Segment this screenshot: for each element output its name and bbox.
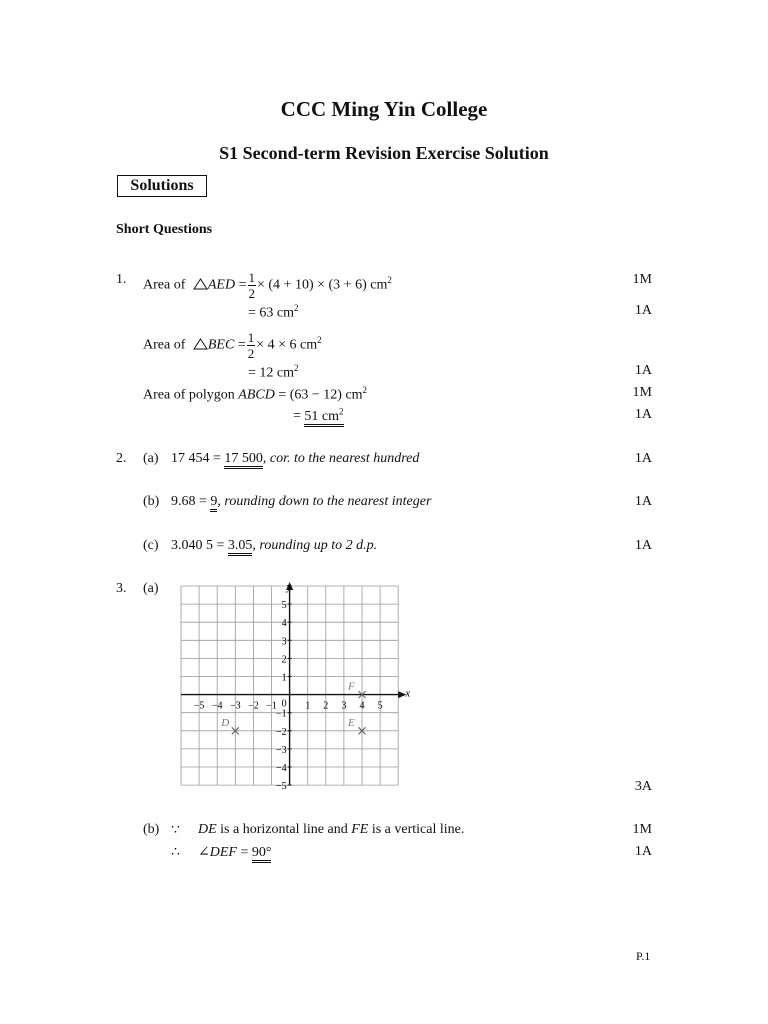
y-tick-label: 3	[281, 636, 287, 648]
x-tick-label: −4	[211, 700, 223, 712]
x-tick-label: 5	[377, 700, 383, 712]
point-label-D: D	[221, 716, 230, 729]
x-tick-label: 3	[341, 700, 347, 712]
solutions-label: Solutions	[117, 175, 207, 197]
y-tick-label: 4	[281, 618, 287, 630]
q2b-label: (b)	[143, 494, 160, 509]
q1-final-answer: 51 $cm^2$	[304, 409, 343, 427]
x-tick-label: 4	[359, 700, 365, 712]
q2c-mark: 1A	[634, 538, 652, 553]
q3b-line1: DE is a horizontal line and FE is a vertical line.	[198, 822, 465, 837]
q1-bec-result-mark: 1A	[634, 363, 652, 378]
q2b-mark: 1A	[634, 494, 652, 509]
q2c-line: 3.040 5 = 3.05, rounding up to 2 d.p.	[171, 538, 377, 554]
therefore-symbol: ∴	[171, 845, 180, 860]
q1-polygon-result-mark: 1A	[634, 407, 652, 422]
q2a-line: 17 454 = 17 500, cor. to the nearest hundred	[171, 451, 419, 467]
y-tick-label: 2	[281, 654, 287, 666]
triangle-icon	[193, 278, 208, 290]
q3b-mark2: 1A	[634, 844, 652, 859]
q1-bec-fraction: $\frac{1}{2}$	[247, 329, 255, 361]
q3-number: 3.	[116, 581, 127, 596]
q1-polygon-line: Area of polygon ABCD = (63 − 12) $cm^2$	[143, 385, 368, 403]
x-tick-label: −1	[266, 700, 277, 712]
x-tick-label: −5	[193, 700, 205, 712]
q3a-label: (a)	[143, 581, 159, 596]
q3b-mark1: 1M	[632, 822, 652, 837]
q1-bec-expression: × 4 × 6 cm	[256, 337, 318, 353]
y-tick-label: 1	[281, 672, 287, 684]
q1-aed-expression: × (4 + 10) × (3 + 6) cm	[257, 277, 388, 293]
q2c-answer: 3.05	[228, 538, 253, 556]
angle-icon: ∠	[198, 845, 210, 860]
q1-bec-line: Area of BEC = $\frac{1}{2}$ × 4 × 6 $cm^2$	[143, 329, 322, 361]
document-title: S1 Second-term Revision Exercise Solution	[219, 143, 549, 163]
q1-bec-name: BEC	[207, 337, 235, 353]
q3b-line2: ∠DEF = 90°	[198, 844, 271, 861]
x-tick-label: −3	[229, 700, 241, 712]
q1-bec-result: = 12 $cm^2$	[248, 363, 299, 381]
q2a-mark: 1A	[634, 451, 652, 466]
q2a-answer: 17 500	[224, 451, 263, 469]
q1-polygon-mark: 1M	[632, 385, 652, 400]
y-tick-label: 5	[281, 600, 287, 612]
y-tick-label: −1	[275, 708, 287, 720]
q3b-answer: 90°	[252, 845, 272, 863]
q1-aed-fraction: $\frac{1}{2}$	[248, 269, 255, 301]
point-label-E: E	[348, 716, 355, 729]
triangle-icon	[193, 338, 208, 350]
q1-polygon-result: = 51 $cm^2$	[293, 407, 344, 425]
q1-aed-result: = 63 $cm^2$	[248, 303, 299, 321]
q1-aed-line: Area of AED = $\frac{1}{2}$ × (4 + 10) × (3 + 6) $cm^2$	[143, 269, 392, 301]
x-tick-label: 2	[323, 700, 329, 712]
y-tick-label: −2	[275, 726, 287, 738]
q1-aed-mark: 1M	[632, 272, 652, 287]
coordinate-graph	[178, 581, 411, 795]
point-label-F: F	[348, 680, 355, 693]
school-name: CCC Ming Yin College	[280, 97, 488, 121]
q1-bec-label: Area of	[143, 337, 186, 353]
x-axis-label: x	[405, 687, 411, 700]
y-tick-label: −3	[275, 744, 287, 756]
y-tick-label: −5	[275, 781, 287, 793]
because-symbol: ∵	[171, 823, 180, 838]
q2b-answer: 9	[210, 494, 217, 512]
y-axis-label: y	[286, 581, 292, 593]
origin-label: 0	[281, 698, 287, 710]
q3a-mark: 3A	[634, 779, 652, 794]
q1-aed-result-mark: 1A	[634, 303, 652, 318]
q3b-label: (b)	[143, 822, 160, 837]
x-tick-label: −2	[248, 700, 259, 712]
q2c-label: (c)	[143, 538, 159, 553]
page-number: P.1	[636, 949, 651, 963]
q2a-label: (a)	[143, 451, 159, 466]
x-tick-label: 1	[305, 700, 311, 712]
section-heading: Short Questions	[116, 222, 213, 237]
q2-number: 2.	[116, 451, 127, 466]
q1-aed-name: AED	[207, 277, 236, 293]
q1-number: 1.	[116, 272, 127, 287]
q2b-line: 9.68 = 9, rounding down to the nearest integer	[171, 494, 431, 510]
q1-aed-label: Area of	[143, 277, 186, 293]
y-tick-label: −4	[275, 763, 287, 774]
